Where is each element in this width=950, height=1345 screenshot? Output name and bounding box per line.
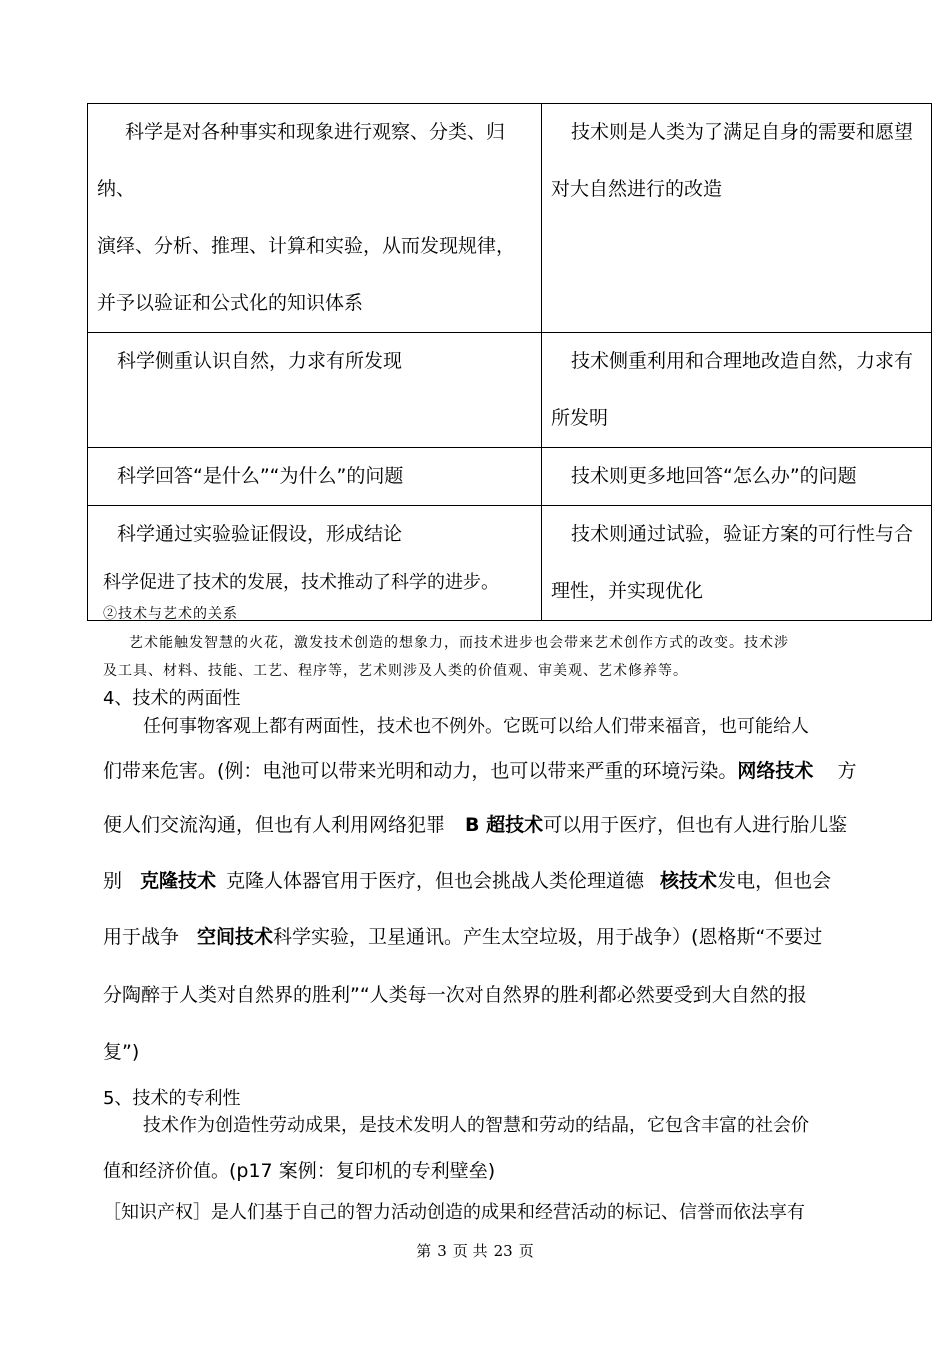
cell-text: 科学回答“是什么”“为什么”的问题 xyxy=(117,465,404,487)
bold-term: B 超技术 xyxy=(465,814,544,836)
footer-text: 页 xyxy=(518,1242,534,1260)
duality-paragraph-line xyxy=(103,922,822,949)
cell-line xyxy=(551,333,931,390)
cell-text: 科学是对各种事实和现象进行观察、分类、归纳、 xyxy=(97,121,506,200)
paragraph-text: 克隆人体器官用于医疗，但也会挑战人类伦理道德 xyxy=(226,870,645,892)
patent-paragraph-line: ［知识产权］是人们基于自己的智力活动创造的成果和经营活动的标记、信誉而依法享有 xyxy=(103,1202,805,1223)
cell-line xyxy=(97,104,541,218)
cell-text: 科学侧重认识自然，力求有所发现 xyxy=(117,350,403,372)
cell-line xyxy=(551,161,931,218)
duality-paragraph-line xyxy=(103,756,856,783)
paragraph-text: 用于战争 xyxy=(103,926,180,948)
patent-section-heading: 5、技术的专利性 xyxy=(103,1088,241,1109)
paragraph-text: 科学实验，卫星通讯。产生太空垃圾，用于战争）(恩格斯“不要过 xyxy=(273,926,823,948)
technology-cell xyxy=(542,333,932,448)
art-paragraph-line: 及工具、材料、技能、工艺、程序等，艺术则涉及人类的价值观、审美观、艺术修养等。 xyxy=(103,663,688,679)
cell-line xyxy=(551,104,931,161)
cell-text: 理性，并实现优化 xyxy=(551,580,704,602)
cell-line xyxy=(551,563,931,620)
technology-cell xyxy=(542,506,932,621)
cell-line xyxy=(97,333,541,390)
footer-text: 页 共 xyxy=(452,1242,488,1260)
paragraph-text: 方 xyxy=(837,760,857,782)
paragraph-text: 别 xyxy=(103,870,123,892)
cell-text: 技术则是人类为了满足自身的需要和愿望 xyxy=(571,121,914,143)
paragraph-text: 值和经济价值。 xyxy=(103,1161,229,1182)
duality-paragraph-line xyxy=(103,866,831,893)
duality-paragraph-line: 复”) xyxy=(103,1041,140,1063)
bold-term: 网络技术 xyxy=(737,760,814,782)
science-cell xyxy=(88,104,542,333)
cell-line xyxy=(551,448,931,505)
paragraph-text: 可以用于医疗，但也有人进行胎儿鉴 xyxy=(543,814,848,836)
science-cell xyxy=(88,448,542,506)
summary-sentence: 科学促进了技术的发展，技术推动了科学的进步。 xyxy=(103,572,499,593)
duality-paragraph-line: 任何事物客观上都有两面性，技术也不例外。它既可以给人们带来福音，也可能给人 xyxy=(143,716,809,737)
bold-term: 空间技术 xyxy=(197,926,274,948)
footer-text: 第 xyxy=(416,1242,432,1260)
cell-line xyxy=(97,218,541,275)
patent-paragraph-line: 技术作为创造性劳动成果，是技术发明人的智慧和劳动的结晶，它包含丰富的社会价 xyxy=(143,1115,809,1136)
total-pages: 23 xyxy=(493,1242,513,1260)
table-row xyxy=(88,104,932,333)
cell-text: 技术则通过试验，验证方案的可行性与合 xyxy=(571,523,914,545)
art-paragraph-line: 艺术能触发智慧的火花，激发技术创造的想象力，而技术进步也会带来艺术创作方式的改变。技术涉 xyxy=(129,635,789,651)
science-technology-comparison-table xyxy=(87,103,932,621)
cell-line xyxy=(97,506,541,563)
cell-text: 所发明 xyxy=(551,407,609,429)
cell-line xyxy=(97,275,541,332)
cell-line xyxy=(97,448,541,505)
duality-section-heading: 4、技术的两面性 xyxy=(103,688,241,709)
technology-cell xyxy=(542,104,932,333)
paragraph-text: 便人们交流沟通，但也有人利用网络犯罪 xyxy=(103,814,446,836)
case-reference: (p17 案例：复印机的专利壁垒) xyxy=(229,1160,496,1182)
cell-text: 技术则更多地回答“怎么办”的问题 xyxy=(571,465,857,487)
cell-text: 对大自然进行的改造 xyxy=(551,178,723,200)
cell-text: 技术侧重利用和合理地改造自然，力求有 xyxy=(571,350,914,372)
cell-line xyxy=(551,390,931,447)
table-row xyxy=(88,448,932,506)
page-number: 3 xyxy=(437,1242,447,1260)
cell-line xyxy=(551,506,931,563)
cell-text: 并予以验证和公式化的知识体系 xyxy=(97,292,364,314)
technology-cell xyxy=(542,448,932,506)
duality-paragraph-line: 分陶醉于人类对自然界的胜利”“人类每一次对自然界的胜利都必然要受到大自然的报 xyxy=(103,984,807,1006)
cell-text: 科学通过实验验证假设，形成结论 xyxy=(117,523,403,545)
bold-term: 克隆技术 xyxy=(140,870,217,892)
duality-paragraph-line xyxy=(103,810,847,837)
cell-text: 演绎、分析、推理、计算和实验，从而发现规律， xyxy=(97,235,516,257)
patent-paragraph-line xyxy=(103,1156,495,1183)
art-section-heading: ②技术与艺术的关系 xyxy=(103,606,238,622)
paragraph-text: 们带来危害。(例：电池可以带来光明和动力，也可以带来严重的环境污染。 xyxy=(103,760,738,782)
bold-term: 核技术 xyxy=(660,870,718,892)
table-row xyxy=(88,333,932,448)
page-footer xyxy=(0,1240,950,1261)
paragraph-text: 发电，但也会 xyxy=(717,870,832,892)
science-cell xyxy=(88,333,542,448)
